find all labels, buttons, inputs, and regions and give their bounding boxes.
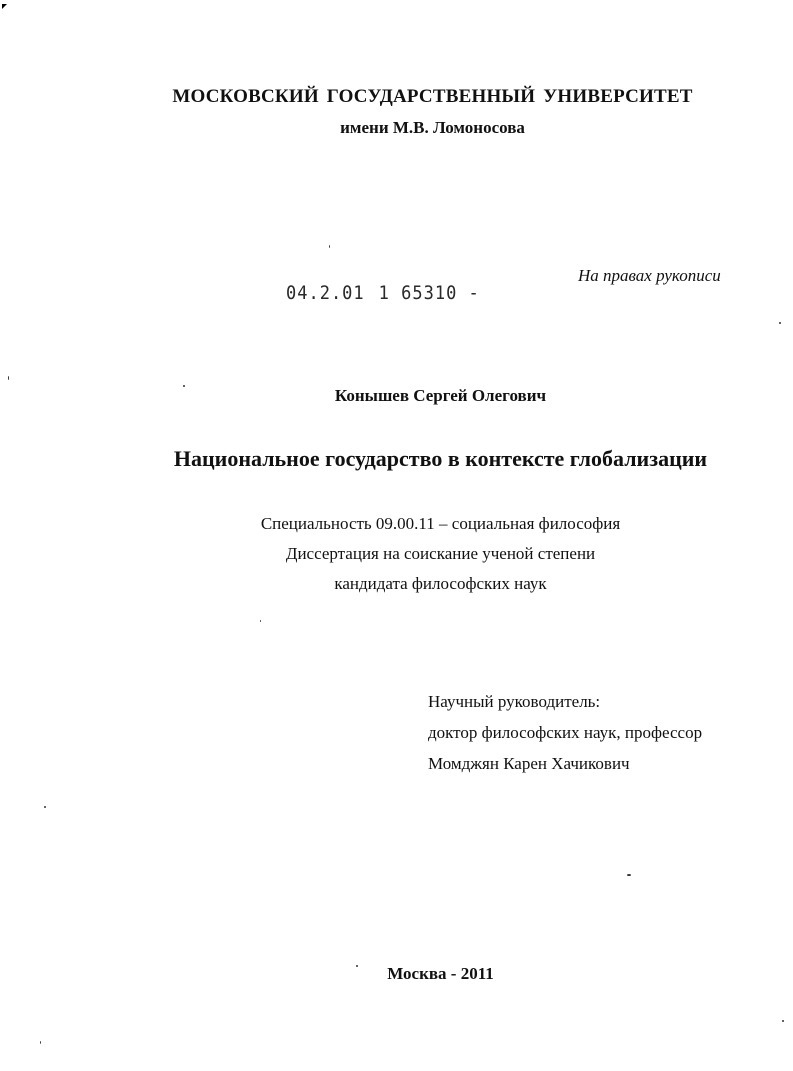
scan-speck	[40, 1041, 41, 1044]
scan-speck	[260, 620, 261, 622]
scan-corner-mark	[2, 4, 7, 9]
specialty-line: Специальность 09.00.11 – социальная философия	[260, 514, 621, 533]
scan-speck	[356, 965, 358, 967]
scan-speck	[329, 245, 330, 248]
scan-speck	[183, 385, 185, 387]
degree-line: Диссертация на соискание ученой степени	[285, 544, 596, 563]
stamp-part-2: 1 65310 -	[378, 282, 480, 305]
advisor-label: Научный руководитель:	[428, 692, 601, 711]
university-subtitle: имени М.В. Ломоносова	[340, 118, 525, 137]
degree-field-line: кандидата философских наук	[334, 574, 547, 593]
advisor-degree: доктор философских наук, профессор	[428, 723, 703, 742]
stamp-part-1: 04.2.01	[286, 282, 365, 305]
university-name: МОСКОВСКИЙ ГОСУДАРСТВЕННЫЙ УНИВЕРСИТЕТ	[172, 86, 693, 107]
library-stamp-number	[286, 282, 480, 304]
scan-speck	[782, 1020, 784, 1022]
scan-speck	[779, 322, 781, 324]
scan-speck	[8, 376, 9, 380]
dissertation-title: Национальное государство в контексте глобализации	[173, 446, 708, 471]
author-name: Конышев Сергей Олегович	[334, 386, 547, 405]
advisor-name: Момджян Карен Хачикович	[428, 754, 630, 773]
scan-speck	[627, 874, 631, 876]
scan-speck	[44, 806, 46, 808]
manuscript-note: На правах рукописи	[578, 266, 721, 285]
city-year: Москва - 2011	[387, 964, 494, 983]
